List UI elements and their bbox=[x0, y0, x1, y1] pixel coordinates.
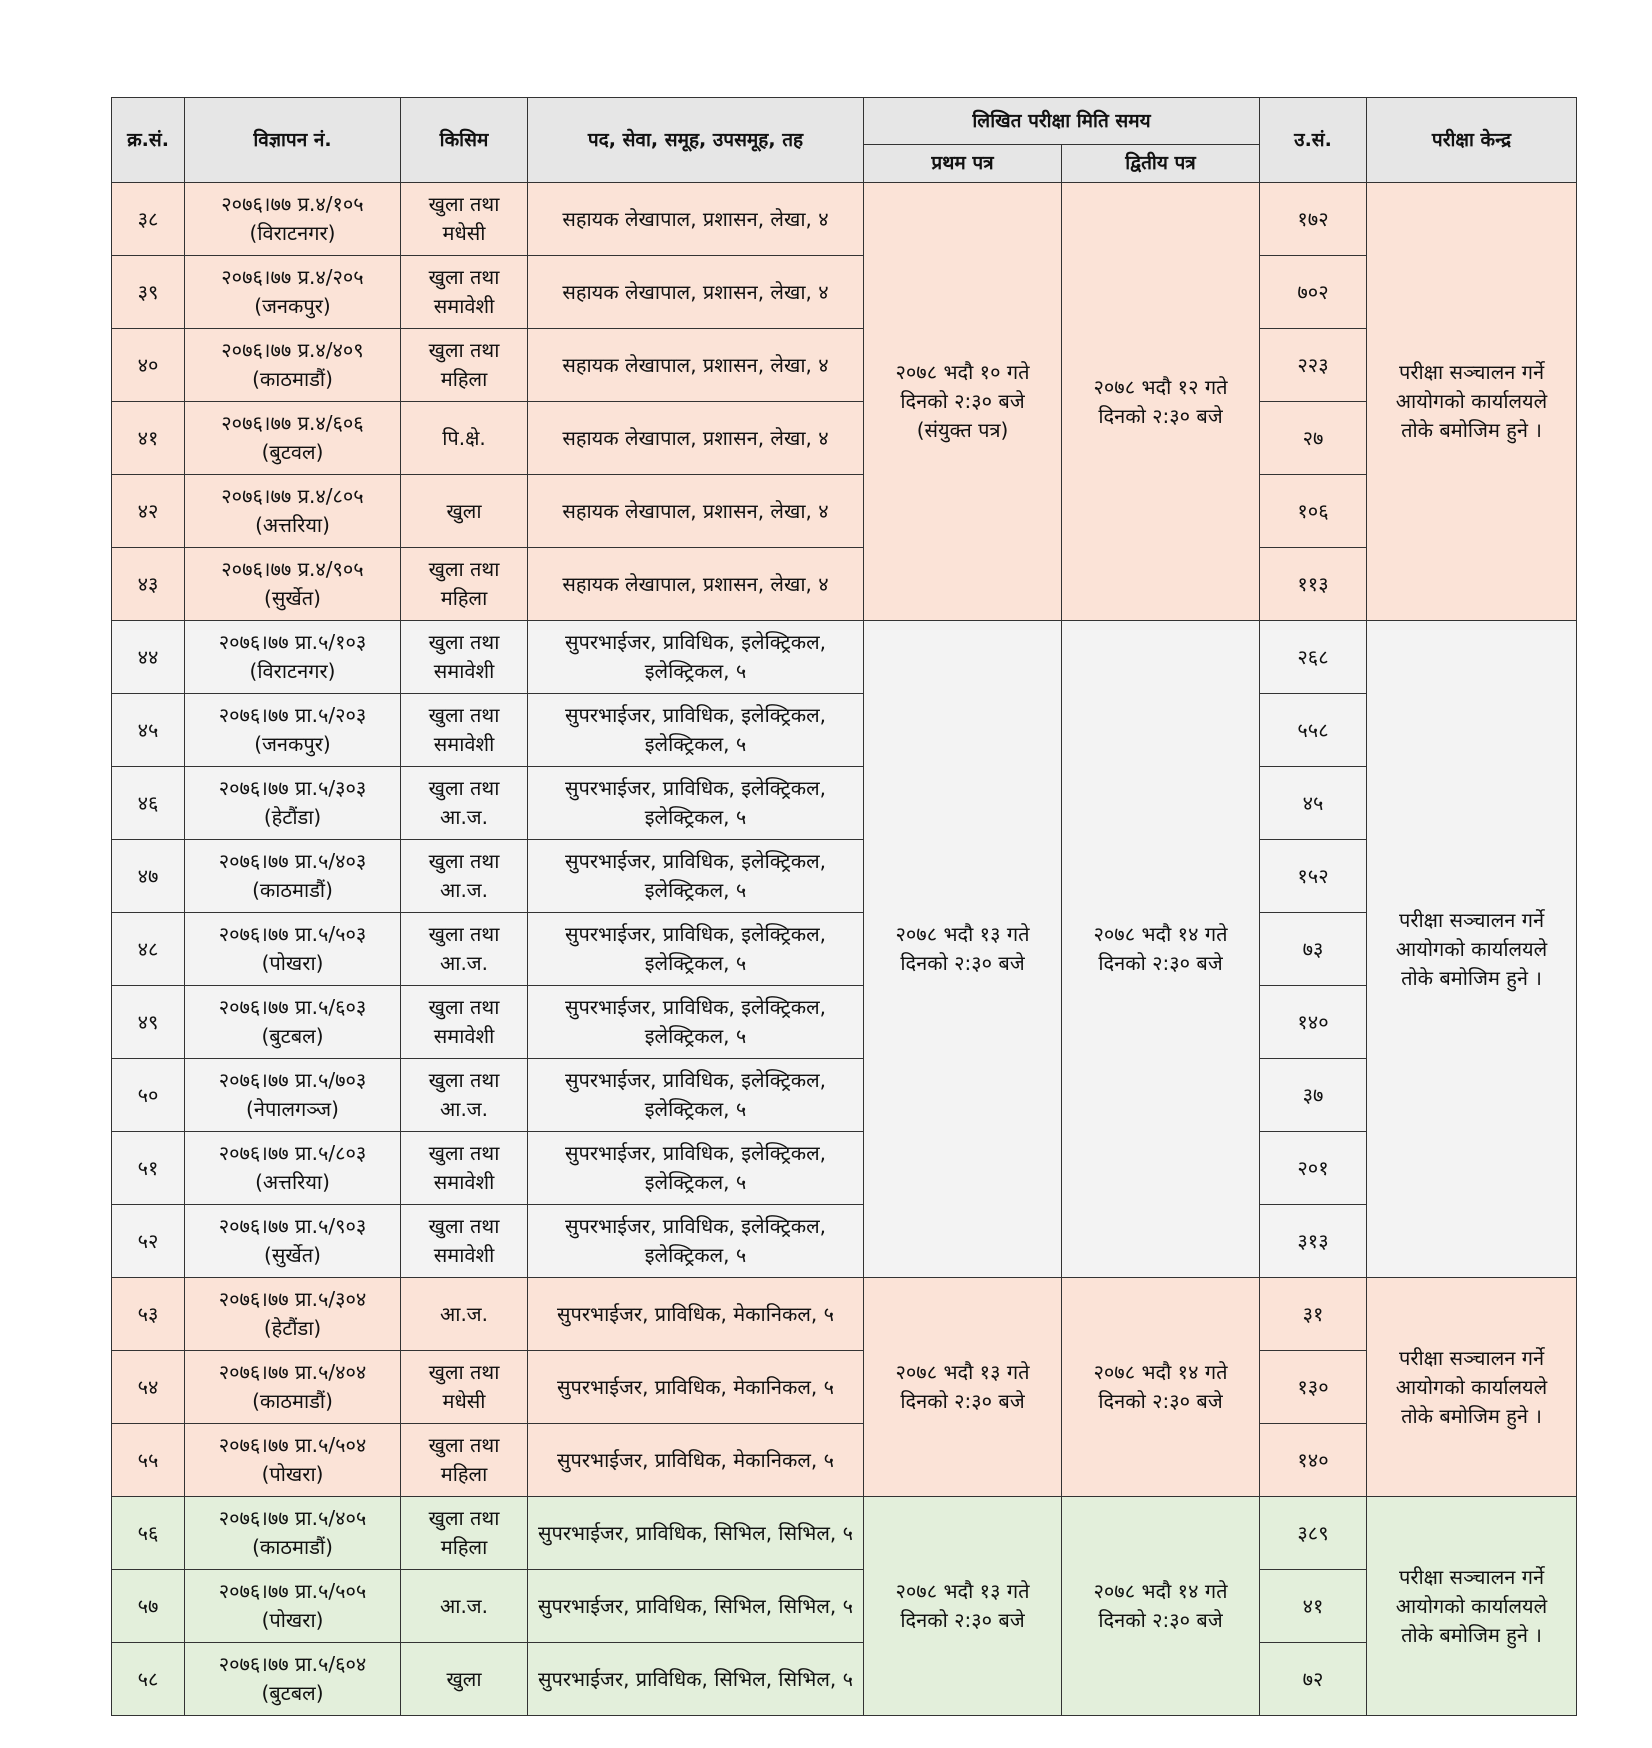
serial-number-cell: ४९ bbox=[112, 986, 185, 1059]
advertisement-line: (बुटबल) bbox=[261, 1681, 324, 1705]
candidate-count-cell: ११३ bbox=[1260, 548, 1367, 621]
advertisement-line: (बुटवल) bbox=[261, 440, 324, 464]
serial-number-cell: ४१ bbox=[112, 402, 185, 475]
advertisement-line: (हेटौंडा) bbox=[263, 1316, 322, 1340]
advertisement-line: (काठमाडौं) bbox=[252, 878, 333, 902]
advertisement-number-cell bbox=[185, 1643, 401, 1716]
paper1-line: २०७८ भदौ १३ गते bbox=[895, 1579, 1030, 1603]
center-line: परीक्षा सञ्चालन गर्ने bbox=[1398, 360, 1545, 384]
post-cell bbox=[528, 475, 864, 548]
center-line: तोके बमोजिम हुने । bbox=[1401, 1622, 1542, 1647]
serial-number-cell: ५० bbox=[112, 1059, 185, 1132]
advertisement-number-cell bbox=[185, 1351, 401, 1424]
serial-number-cell: ४३ bbox=[112, 548, 185, 621]
post-line: सुपरभाईजर, प्राविधिक, मेकानिकल, ५ bbox=[556, 1301, 835, 1326]
post-cell bbox=[528, 913, 864, 986]
advertisement-number-cell bbox=[185, 548, 401, 621]
post-line: इलेक्ट्रिकल, ५ bbox=[644, 805, 747, 829]
table-row bbox=[112, 840, 1577, 913]
post-cell bbox=[528, 694, 864, 767]
candidate-count-cell: ३७ bbox=[1260, 1059, 1367, 1132]
header-post: पद, सेवा, समूह, उपसमूह, तह bbox=[528, 98, 864, 183]
advertisement-line: २०७६।७७ प्रा.५/६०४ bbox=[218, 1652, 367, 1676]
type-cell bbox=[401, 256, 528, 329]
type-line: महिला bbox=[440, 1462, 488, 1486]
header-sn: क्र.सं. bbox=[112, 98, 185, 183]
serial-number-cell: ३८ bbox=[112, 183, 185, 256]
post-cell bbox=[528, 1278, 864, 1351]
advertisement-line: (बुटबल) bbox=[261, 1024, 324, 1048]
advertisement-number-cell bbox=[185, 621, 401, 694]
candidate-count-cell: १४० bbox=[1260, 986, 1367, 1059]
post-line: सुपरभाईजर, प्राविधिक, सिभिल, सिभिल, ५ bbox=[537, 1666, 854, 1691]
post-cell bbox=[528, 621, 864, 694]
advertisement-line: २०७६।७७ प्र.४/९०५ bbox=[221, 557, 364, 581]
table-header bbox=[112, 98, 1577, 183]
type-line: मधेसी bbox=[442, 1389, 486, 1413]
candidate-count-cell: ३१ bbox=[1260, 1278, 1367, 1351]
post-line: सुपरभाईजर, प्राविधिक, इलेक्ट्रिकल, bbox=[564, 849, 827, 873]
type-line: आ.ज. bbox=[440, 1097, 488, 1121]
type-cell bbox=[401, 1570, 528, 1643]
advertisement-line: (पोखरा) bbox=[261, 951, 324, 975]
advertisement-number-cell bbox=[185, 1205, 401, 1278]
center-line: तोके बमोजिम हुने । bbox=[1401, 965, 1542, 990]
advertisement-number-cell bbox=[185, 1424, 401, 1497]
post-line: सहायक लेखापाल, प्रशासन, लेखा, ४ bbox=[562, 425, 829, 450]
type-line: महिला bbox=[440, 586, 488, 610]
advertisement-number-cell bbox=[185, 402, 401, 475]
type-line: समावेशी bbox=[433, 1243, 495, 1267]
post-line: सहायक लेखापाल, प्रशासन, लेखा, ४ bbox=[562, 571, 829, 596]
type-line: खुला तथा bbox=[428, 849, 500, 873]
candidate-count-cell: १३० bbox=[1260, 1351, 1367, 1424]
paper2-line: २०७८ भदौ १२ गते bbox=[1093, 374, 1228, 399]
advertisement-line: (नेपालगञ्ज) bbox=[246, 1097, 339, 1121]
candidate-count-cell: १४० bbox=[1260, 1424, 1367, 1497]
table-row bbox=[112, 1351, 1577, 1424]
post-line: सुपरभाईजर, प्राविधिक, मेकानिकल, ५ bbox=[556, 1374, 835, 1399]
candidate-count-cell: २२३ bbox=[1260, 329, 1367, 402]
center-line: आयोगको कार्यालयले bbox=[1395, 936, 1548, 961]
post-cell bbox=[528, 256, 864, 329]
post-cell bbox=[528, 1424, 864, 1497]
post-line: सुपरभाईजर, प्राविधिक, इलेक्ट्रिकल, bbox=[564, 1068, 827, 1092]
post-cell bbox=[528, 1132, 864, 1205]
post-line: इलेक्ट्रिकल, ५ bbox=[644, 1243, 747, 1267]
paper2-datetime-cell bbox=[1062, 1278, 1260, 1497]
paper1-datetime-cell bbox=[864, 621, 1062, 1278]
type-cell bbox=[401, 986, 528, 1059]
exam-schedule-table bbox=[111, 97, 1577, 1716]
candidate-count-cell: १७२ bbox=[1260, 183, 1367, 256]
serial-number-cell: ४५ bbox=[112, 694, 185, 767]
advertisement-number-cell bbox=[185, 1059, 401, 1132]
center-line: परीक्षा सञ्चालन गर्ने bbox=[1398, 1564, 1545, 1589]
post-line: सुपरभाईजर, प्राविधिक, इलेक्ट्रिकल, bbox=[564, 776, 827, 800]
serial-number-cell: ३९ bbox=[112, 256, 185, 329]
candidate-count-cell: १०६ bbox=[1260, 475, 1367, 548]
table-row bbox=[112, 183, 1577, 256]
serial-number-cell: ५३ bbox=[112, 1278, 185, 1351]
type-cell bbox=[401, 1205, 528, 1278]
post-line: इलेक्ट्रिकल, ५ bbox=[644, 1097, 747, 1121]
type-cell bbox=[401, 1497, 528, 1570]
paper1-datetime-cell bbox=[864, 183, 1062, 621]
paper2-datetime-cell bbox=[1062, 1497, 1260, 1716]
center-line: आयोगको कार्यालयले bbox=[1395, 1593, 1548, 1618]
paper1-line: २०७८ भदौ १३ गते bbox=[895, 922, 1030, 946]
advertisement-line: (सुर्खेत) bbox=[264, 586, 321, 610]
advertisement-number-cell bbox=[185, 913, 401, 986]
advertisement-number-cell bbox=[185, 256, 401, 329]
paper2-line: दिनको २:३० बजे bbox=[1098, 1389, 1223, 1413]
advertisement-number-cell bbox=[185, 767, 401, 840]
type-line: समावेशी bbox=[433, 294, 495, 318]
post-cell bbox=[528, 840, 864, 913]
type-line: आ.ज. bbox=[440, 951, 488, 975]
post-line: सुपरभाईजर, प्राविधिक, इलेक्ट्रिकल, bbox=[564, 995, 827, 1019]
table-row bbox=[112, 1424, 1577, 1497]
type-cell bbox=[401, 1059, 528, 1132]
candidate-count-cell: ४१ bbox=[1260, 1570, 1367, 1643]
paper1-line: (संयुक्त पत्र) bbox=[916, 418, 1009, 442]
advertisement-line: २०७६।७७ प्रा.५/६०३ bbox=[218, 995, 367, 1019]
candidate-count-cell: ३१३ bbox=[1260, 1205, 1367, 1278]
post-line: इलेक्ट्रिकल, ५ bbox=[644, 1024, 747, 1048]
header-adv-no: विज्ञापन नं. bbox=[185, 98, 401, 183]
advertisement-line: २०७६।७७ प्रा.५/३०३ bbox=[218, 776, 367, 800]
type-cell bbox=[401, 1351, 528, 1424]
post-line: सुपरभाईजर, प्राविधिक, इलेक्ट्रिकल, bbox=[564, 630, 827, 654]
post-line: सहायक लेखापाल, प्रशासन, लेखा, ४ bbox=[562, 352, 829, 377]
advertisement-line: २०७६।७७ प्रा.५/५०४ bbox=[218, 1433, 367, 1457]
candidate-count-cell: २०१ bbox=[1260, 1132, 1367, 1205]
table-row bbox=[112, 475, 1577, 548]
table-row bbox=[112, 548, 1577, 621]
serial-number-cell: ५१ bbox=[112, 1132, 185, 1205]
post-line: इलेक्ट्रिकल, ५ bbox=[644, 878, 747, 902]
serial-number-cell: ५७ bbox=[112, 1570, 185, 1643]
advertisement-line: २०७६।७७ प्र.४/२०५ bbox=[221, 265, 364, 289]
advertisement-number-cell bbox=[185, 694, 401, 767]
center-line: आयोगको कार्यालयले bbox=[1395, 1374, 1548, 1399]
table-row bbox=[112, 986, 1577, 1059]
post-cell bbox=[528, 402, 864, 475]
type-line: खुला तथा bbox=[428, 703, 500, 727]
candidate-count-cell: २६८ bbox=[1260, 621, 1367, 694]
header-center: परीक्षा केन्द्र bbox=[1367, 98, 1577, 183]
advertisement-number-cell bbox=[185, 1497, 401, 1570]
paper2-line: २०७८ भदौ १४ गते bbox=[1093, 922, 1228, 946]
type-line: आ.ज. bbox=[440, 878, 488, 902]
type-line: खुला तथा bbox=[428, 922, 500, 946]
advertisement-line: (अत्तरिया) bbox=[255, 1170, 330, 1194]
type-line: खुला तथा bbox=[428, 1360, 500, 1384]
advertisement-number-cell bbox=[185, 1570, 401, 1643]
candidate-count-cell: ३८९ bbox=[1260, 1497, 1367, 1570]
serial-number-cell: ४४ bbox=[112, 621, 185, 694]
paper2-line: दिनको २:३० बजे bbox=[1098, 403, 1223, 428]
advertisement-line: (जनकपुर) bbox=[254, 294, 331, 318]
serial-number-cell: ५४ bbox=[112, 1351, 185, 1424]
type-line: खुला तथा bbox=[428, 1068, 500, 1092]
advertisement-line: २०७६।७७ प्रा.५/५०३ bbox=[218, 922, 367, 946]
advertisement-line: २०७६।७७ प्र.४/८०५ bbox=[221, 484, 364, 508]
type-line: महिला bbox=[440, 1535, 488, 1559]
type-line: खुला bbox=[446, 1666, 482, 1691]
type-line: खुला तथा bbox=[428, 1214, 500, 1238]
advertisement-number-cell bbox=[185, 183, 401, 256]
type-line: आ.ज. bbox=[440, 1593, 488, 1618]
table-row bbox=[112, 402, 1577, 475]
type-line: समावेशी bbox=[433, 1170, 495, 1194]
type-cell bbox=[401, 767, 528, 840]
type-line: खुला तथा bbox=[428, 995, 500, 1019]
type-cell bbox=[401, 913, 528, 986]
advertisement-number-cell bbox=[185, 1132, 401, 1205]
paper2-datetime-cell bbox=[1062, 621, 1260, 1278]
post-line: इलेक्ट्रिकल, ५ bbox=[644, 1170, 747, 1194]
post-line: सुपरभाईजर, प्राविधिक, इलेक्ट्रिकल, bbox=[564, 1214, 827, 1238]
candidate-count-cell: २७ bbox=[1260, 402, 1367, 475]
advertisement-line: २०७६।७७ प्रा.५/४०५ bbox=[218, 1506, 367, 1530]
type-line: खुला तथा bbox=[428, 338, 500, 362]
advertisement-line: (विराटनगर) bbox=[249, 221, 336, 245]
type-cell bbox=[401, 1424, 528, 1497]
advertisement-line: २०७६।७७ प्रा.५/७०३ bbox=[218, 1068, 367, 1092]
paper2-line: दिनको २:३० बजे bbox=[1098, 951, 1223, 975]
table-row bbox=[112, 913, 1577, 986]
type-line: खुला तथा bbox=[428, 1433, 500, 1457]
post-cell bbox=[528, 1059, 864, 1132]
advertisement-line: (सुर्खेत) bbox=[264, 1243, 321, 1267]
post-line: सुपरभाईजर, प्राविधिक, सिभिल, सिभिल, ५ bbox=[537, 1520, 854, 1545]
exam-center-cell bbox=[1367, 183, 1577, 621]
paper2-line: २०७८ भदौ १४ गते bbox=[1093, 1360, 1228, 1384]
type-line: पि.क्षे. bbox=[442, 425, 486, 450]
candidate-count-cell: १५२ bbox=[1260, 840, 1367, 913]
post-line: सुपरभाईजर, प्राविधिक, इलेक्ट्रिकल, bbox=[564, 922, 827, 946]
serial-number-cell: ४० bbox=[112, 329, 185, 402]
exam-center-cell bbox=[1367, 621, 1577, 1278]
type-line: खुला तथा bbox=[428, 557, 500, 581]
type-cell bbox=[401, 1643, 528, 1716]
type-line: समावेशी bbox=[433, 659, 495, 683]
serial-number-cell: ५२ bbox=[112, 1205, 185, 1278]
post-cell bbox=[528, 1351, 864, 1424]
serial-number-cell: ४६ bbox=[112, 767, 185, 840]
post-line: सुपरभाईजर, प्राविधिक, मेकानिकल, ५ bbox=[556, 1447, 835, 1472]
center-line: परीक्षा सञ्चालन गर्ने bbox=[1398, 907, 1545, 932]
advertisement-line: (पोखरा) bbox=[261, 1462, 324, 1486]
header-exam-datetime: लिखित परीक्षा मिति समय bbox=[864, 98, 1260, 145]
table-row bbox=[112, 694, 1577, 767]
post-line: इलेक्ट्रिकल, ५ bbox=[644, 732, 747, 756]
post-line: सुपरभाईजर, प्राविधिक, इलेक्ट्रिकल, bbox=[564, 1141, 827, 1165]
header-paper1: प्रथम पत्र bbox=[864, 145, 1062, 183]
header-type: किसिम bbox=[401, 98, 528, 183]
serial-number-cell: ५८ bbox=[112, 1643, 185, 1716]
center-line: तोके बमोजिम हुने । bbox=[1401, 1403, 1542, 1428]
post-cell bbox=[528, 1205, 864, 1278]
paper1-datetime-cell bbox=[864, 1278, 1062, 1497]
advertisement-line: २०७६।७७ प्र.४/१०५ bbox=[221, 192, 364, 216]
type-cell bbox=[401, 1278, 528, 1351]
table-row bbox=[112, 1059, 1577, 1132]
post-cell bbox=[528, 1497, 864, 1570]
advertisement-line: (पोखरा) bbox=[261, 1608, 324, 1632]
type-cell bbox=[401, 621, 528, 694]
post-line: इलेक्ट्रिकल, ५ bbox=[644, 659, 747, 683]
type-line: खुला तथा bbox=[428, 192, 500, 216]
post-cell bbox=[528, 329, 864, 402]
serial-number-cell: ५६ bbox=[112, 1497, 185, 1570]
paper2-datetime-cell bbox=[1062, 183, 1260, 621]
post-line: सहायक लेखापाल, प्रशासन, लेखा, ४ bbox=[562, 279, 829, 304]
table-row bbox=[112, 1497, 1577, 1570]
candidate-count-cell: ५५८ bbox=[1260, 694, 1367, 767]
table-row bbox=[112, 1278, 1577, 1351]
type-cell bbox=[401, 840, 528, 913]
advertisement-line: (काठमाडौं) bbox=[252, 1535, 333, 1559]
type-line: आ.ज. bbox=[440, 805, 488, 829]
type-cell bbox=[401, 402, 528, 475]
table-row bbox=[112, 1570, 1577, 1643]
type-line: मधेसी bbox=[442, 221, 486, 245]
type-line: खुला bbox=[446, 498, 482, 523]
post-cell bbox=[528, 1570, 864, 1643]
serial-number-cell: ४८ bbox=[112, 913, 185, 986]
exam-center-cell bbox=[1367, 1278, 1577, 1497]
advertisement-line: २०७६।७७ प्रा.५/३०४ bbox=[218, 1287, 367, 1311]
type-line: समावेशी bbox=[433, 1024, 495, 1048]
type-line: खुला तथा bbox=[428, 776, 500, 800]
post-cell bbox=[528, 1643, 864, 1716]
table-row bbox=[112, 256, 1577, 329]
center-line: परीक्षा सञ्चालन गर्ने bbox=[1398, 1345, 1545, 1370]
advertisement-number-cell bbox=[185, 840, 401, 913]
advertisement-line: २०७६।७७ प्रा.५/१०३ bbox=[218, 630, 367, 654]
type-cell bbox=[401, 548, 528, 621]
type-cell bbox=[401, 1132, 528, 1205]
paper1-datetime-cell bbox=[864, 1497, 1062, 1716]
serial-number-cell: ४२ bbox=[112, 475, 185, 548]
advertisement-number-cell bbox=[185, 986, 401, 1059]
advertisement-number-cell bbox=[185, 329, 401, 402]
type-line: समावेशी bbox=[433, 732, 495, 756]
advertisement-number-cell bbox=[185, 475, 401, 548]
advertisement-number-cell bbox=[185, 1278, 401, 1351]
candidate-count-cell: ७२ bbox=[1260, 1643, 1367, 1716]
paper1-line: २०७८ भदौ १३ गते bbox=[895, 1360, 1030, 1384]
serial-number-cell: ५५ bbox=[112, 1424, 185, 1497]
advertisement-line: (विराटनगर) bbox=[249, 659, 336, 683]
exam-center-cell bbox=[1367, 1497, 1577, 1716]
paper1-line: दिनको २:३० बजे bbox=[900, 1389, 1025, 1413]
center-line: आयोगको कार्यालयले bbox=[1395, 389, 1548, 413]
advertisement-line: २०७६।७७ प्र.४/६०६ bbox=[221, 411, 364, 435]
type-cell bbox=[401, 694, 528, 767]
type-line: खुला तथा bbox=[428, 1506, 500, 1530]
post-line: सहायक लेखापाल, प्रशासन, लेखा, ४ bbox=[562, 206, 829, 231]
header-paper2: द्वितीय पत्र bbox=[1062, 145, 1260, 183]
table-row bbox=[112, 621, 1577, 694]
paper2-line: दिनको २:३० बजे bbox=[1098, 1608, 1223, 1632]
table-row bbox=[112, 1643, 1577, 1716]
post-line: इलेक्ट्रिकल, ५ bbox=[644, 951, 747, 975]
post-cell bbox=[528, 767, 864, 840]
advertisement-line: २०७६।७७ प्रा.५/५०५ bbox=[218, 1579, 367, 1603]
table-row bbox=[112, 767, 1577, 840]
advertisement-line: (अत्तरिया) bbox=[255, 513, 330, 537]
table-body bbox=[112, 183, 1577, 1716]
post-cell bbox=[528, 183, 864, 256]
type-line: आ.ज. bbox=[440, 1301, 488, 1326]
type-line: खुला तथा bbox=[428, 265, 500, 289]
advertisement-line: (जनकपुर) bbox=[254, 732, 331, 756]
post-cell bbox=[528, 548, 864, 621]
paper1-line: २०७८ भदौ १० गते bbox=[895, 360, 1030, 384]
advertisement-line: (काठमाडौं) bbox=[252, 1389, 333, 1413]
table-row bbox=[112, 329, 1577, 402]
advertisement-line: २०७६।७७ प्रा.५/९०३ bbox=[218, 1214, 367, 1238]
post-line: सहायक लेखापाल, प्रशासन, लेखा, ४ bbox=[562, 498, 829, 523]
center-line: तोके बमोजिम हुने । bbox=[1401, 418, 1542, 442]
advertisement-line: २०७६।७७ प्रा.५/२०३ bbox=[218, 703, 367, 727]
advertisement-line: २०७६।७७ प्रा.५/८०३ bbox=[218, 1141, 367, 1165]
paper1-line: दिनको २:३० बजे bbox=[900, 1608, 1025, 1632]
advertisement-line: २०७६।७७ प्रा.५/४०४ bbox=[218, 1360, 367, 1384]
header-candidates: उ.सं. bbox=[1260, 98, 1367, 183]
post-cell bbox=[528, 986, 864, 1059]
type-line: खुला तथा bbox=[428, 1141, 500, 1165]
table-row bbox=[112, 1205, 1577, 1278]
paper1-line: दिनको २:३० बजे bbox=[900, 389, 1025, 413]
type-cell bbox=[401, 183, 528, 256]
candidate-count-cell: ७३ bbox=[1260, 913, 1367, 986]
serial-number-cell: ४७ bbox=[112, 840, 185, 913]
type-cell bbox=[401, 329, 528, 402]
advertisement-line: (काठमाडौं) bbox=[252, 367, 333, 391]
table-row bbox=[112, 1132, 1577, 1205]
advertisement-line: २०७६।७७ प्रा.५/४०३ bbox=[218, 849, 367, 873]
type-line: खुला तथा bbox=[428, 630, 500, 654]
post-line: सुपरभाईजर, प्राविधिक, इलेक्ट्रिकल, bbox=[564, 703, 827, 727]
post-line: सुपरभाईजर, प्राविधिक, सिभिल, सिभिल, ५ bbox=[537, 1593, 854, 1618]
candidate-count-cell: ७०२ bbox=[1260, 256, 1367, 329]
type-cell bbox=[401, 475, 528, 548]
advertisement-line: (हेटौंडा) bbox=[263, 805, 322, 829]
advertisement-line: २०७६।७७ प्र.४/४०९ bbox=[221, 338, 364, 362]
paper1-line: दिनको २:३० बजे bbox=[900, 951, 1025, 975]
candidate-count-cell: ४५ bbox=[1260, 767, 1367, 840]
paper2-line: २०७८ भदौ १४ गते bbox=[1093, 1579, 1228, 1603]
type-line: महिला bbox=[440, 367, 488, 391]
